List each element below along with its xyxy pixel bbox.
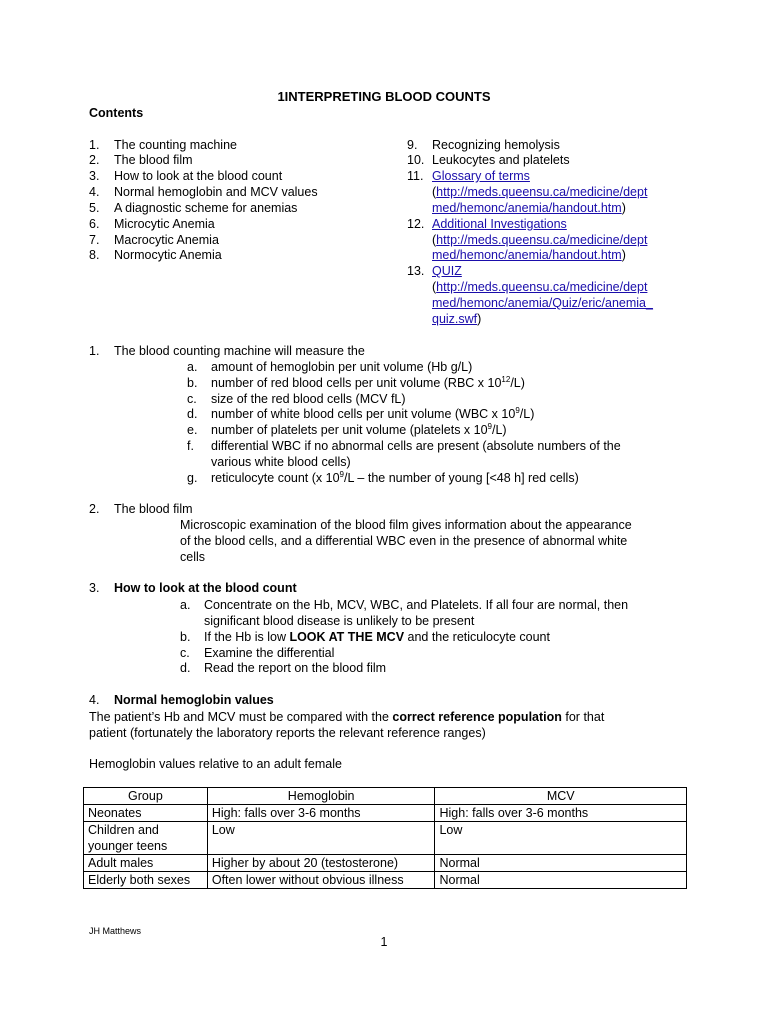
toc-item: 1. The counting machine [89,138,237,152]
quiz-url: (http://meds.queensu.ca/medicine/dept [432,280,648,294]
investigations-url-link-b[interactable]: med/hemonc/anemia/handout.htm [432,248,622,262]
quiz-url-cont2: quiz.swf) [432,312,482,326]
toc-item: 3. How to look at the blood count [89,169,283,183]
section-3-item-d: d. Read the report on the blood film [180,661,387,675]
contents-heading: Contents [89,106,144,120]
quiz-link[interactable]: QUIZ [432,264,462,278]
quiz-url-link-b[interactable]: med/hemonc/anemia/Quiz/eric/anemia_ [432,296,653,310]
header-group: Group [84,788,208,805]
glossary-url-link-b[interactable]: med/hemonc/anemia/handout.htm [432,201,622,215]
toc-item: 4. Normal hemoglobin and MCV values [89,185,318,199]
glossary-url-link-a[interactable]: http://meds.queensu.ca/medicine/dept [436,185,648,199]
section-4-paragraph-cont: patient (fortunately the laboratory reports the relevant reference ranges) [89,726,486,740]
section-3-item-c: c. Examine the differential [180,646,335,660]
table-cell: Higher by about 20 (testosterone) [207,855,435,872]
table-cell: Neonates [84,805,208,822]
glossary-url-cont: med/hemonc/anemia/handout.htm) [432,201,626,215]
quiz-url-cont [432,295,653,311]
page-number: 1 [380,935,388,949]
quiz-url-link-c[interactable]: quiz.swf [432,312,478,326]
toc-item: 5. A diagnostic scheme for anemias [89,201,298,215]
reference-table [83,787,687,889]
toc-item-12: 12. Additional Investigations [407,217,567,231]
table-header-row [84,788,687,805]
section-4-heading: 4. Normal hemoglobin values [89,693,274,707]
list-item-e: e. number of platelets per unit volume (platelets x $10^9/L$) [187,421,507,437]
section-3-item-b: b. If the Hb is low LOOK AT THE MCV and the reticulocyte count [180,630,550,644]
list-item-c: c. size of the red blood cells (MCV fL) [187,392,406,406]
table-cell: High: falls over 3-6 months [435,805,687,822]
section-3-heading: 3. How to look at the blood count [89,581,297,595]
list-item-b: b. number of red blood cells per unit volume (RBC x $10^{12}/L$) [187,374,525,390]
toc-item-13: 13. QUIZ [407,264,462,278]
table-row [84,872,687,889]
section-2-line2: of the blood cells, and a differential WBC even in the presence of abnormal white [180,534,628,548]
list-item-f-cont: various white blood cells) [211,455,351,469]
table-cell: Low [207,822,435,855]
table-cell: High: falls over 3-6 months [207,805,435,822]
toc-item: 8. Normocytic Anemia [89,248,222,262]
section-2-line3: cells [180,550,206,564]
section-3-item-a-cont: significant blood disease is unlikely to be present [204,614,475,628]
toc-item-10: 10. Leukocytes and platelets [407,153,570,167]
footer-author: JH Matthews [89,926,142,936]
toc-item: 2. The blood film [89,153,193,167]
table-row [84,805,687,822]
section-4-paragraph: The patient’s Hb and MCV must be compared with the correct reference population for that [89,710,605,724]
header-mcv: MCV [435,788,687,805]
page-title: 1INTERPRETING BLOOD COUNTS [277,89,491,104]
toc-item: 6. Microcytic Anemia [89,217,215,231]
glossary-url: (http://meds.queensu.ca/medicine/dept [432,185,648,199]
header-hemoglobin: Hemoglobin [207,788,435,805]
investigations-url-cont: med/hemonc/anemia/handout.htm) [432,248,626,262]
section-3-item-a: a. Concentrate on the Hb, MCV, WBC, and Platelets. If all four are normal, then [180,598,629,612]
section-2-heading: 2. The blood film [89,502,193,516]
investigations-url-link-a[interactable]: http://meds.queensu.ca/medicine/dept [436,233,648,247]
investigations-url: (http://meds.queensu.ca/medicine/dept [432,233,648,247]
table-cell: Normal [435,872,687,889]
table-cell: Low [435,822,687,855]
table-cell: Often lower without obvious illness [207,872,435,889]
table-cell: Adult males [84,855,208,872]
section-2-line1: Microscopic examination of the blood film gives information about the appearance [180,518,632,532]
list-item-f: f. differential WBC if no abnormal cells are present (absolute numbers of the [187,439,621,453]
toc-item-9: 9. Recognizing hemolysis [407,138,560,152]
table-cell: Normal [435,855,687,872]
table-caption: Hemoglobin values relative to an adult female [89,757,342,771]
toc-item: 7. Macrocytic Anemia [89,233,219,247]
list-item-a: a. amount of hemoglobin per unit volume (Hb g/L) [187,360,473,374]
toc-item-11: 11. Glossary of terms [407,169,530,183]
section-1-intro: 1. The blood counting machine will measure the [89,344,365,358]
table-row [84,822,687,855]
additional-investigations-link[interactable]: Additional Investigations [432,217,567,231]
quiz-url-link-a[interactable]: http://meds.queensu.ca/medicine/dept [436,280,648,294]
list-item-d: d. number of white blood cells per unit volume (WBC x $10^9/L$) [187,405,535,421]
table-cell: Children and younger teens [84,822,208,855]
glossary-link[interactable]: Glossary of terms [432,169,530,183]
table-cell: Elderly both sexes [84,872,208,889]
table-row [84,855,687,872]
list-item-g: g. reticulocyte count (x $10^9/L$ – the number of young [<48 h] red cells) [187,469,579,485]
